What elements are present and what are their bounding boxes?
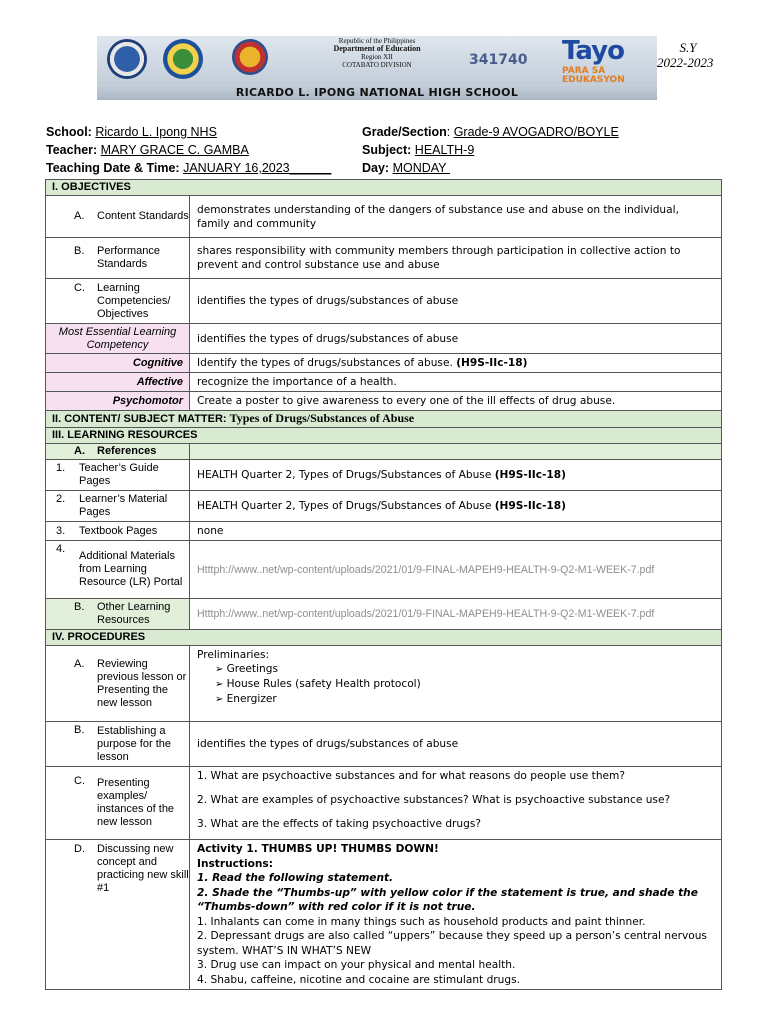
deped-seal-logo: [107, 39, 147, 79]
other-resources-row: B. Other Learning Resources Htttph://www..net/wp-content/uploads/2021/01/9-FINAL-MAPEH9-HEALTH-9-Q2-M1-WEEK-7.pdf: [46, 599, 722, 630]
deped-header-text: Republic of the Philippines Department of Education Region XII COTABATO DIVISION: [333, 37, 421, 69]
sy-year: 2022-2023: [657, 55, 714, 70]
learners-material-row: 2. Learner’s Material Pages HEALTH Quarter 2, Types of Drugs/Substances of Abuse (H9S-IIc-18): [46, 491, 722, 522]
tayo-logo: Tayo PARA SA EDUKASYON: [562, 36, 625, 85]
content-header-row: II. CONTENT/ SUBJECT MATTER: Types of Drugs/Substances of Abuse: [46, 411, 722, 428]
references-row: A. References: [46, 444, 722, 460]
list-item: ➢ Energizer: [215, 692, 714, 707]
school-id-number: 341740: [469, 52, 528, 68]
procedures-header-row: IV. PROCEDURES: [46, 630, 722, 646]
melc-row: Most Essential Learning Competency identifies the types of drugs/substances of abuse: [46, 324, 722, 354]
textbook-pages-row: 3. Textbook Pages none: [46, 522, 722, 541]
teacher-field: Teacher: MARY GRACE C. GAMBA: [46, 143, 249, 157]
list-item: ➢ Greetings: [215, 662, 714, 677]
lr-portal-link[interactable]: Htttph://www..net/wp-content/uploads/2021/01/9-FINAL-MAPEH9-HEALTH-9-Q2-M1-WEEK-7.pdf: [197, 563, 655, 576]
school-seal-logo: [232, 39, 268, 75]
school-field: School: Ricardo L. Ipong NHS: [46, 125, 217, 139]
lesson-plan-table: [45, 179, 722, 990]
list-item: ➢ House Rules (safety Health protocol): [215, 677, 714, 692]
preliminaries-list: [215, 662, 714, 707]
content-standards-row: A. Content Standards demonstrates understanding of the dangers of substance use and abuse on the individual, family and community: [46, 196, 722, 238]
cognitive-row: Cognitive Identify the types of drugs/substances of abuse. (H9S-IIc-18): [46, 354, 722, 373]
school-name-banner: RICARDO L. IPONG NATIONAL HIGH SCHOOL: [235, 86, 519, 99]
teaching-date-field: Teaching Date & Time: JANUARY 16,2023______: [46, 161, 332, 175]
sy-label: S.Y: [679, 40, 697, 55]
other-resource-link[interactable]: Htttph://www..net/wp-content/uploads/2021/01/9-FINAL-MAPEH9-HEALTH-9-Q2-M1-WEEK-7.pdf: [197, 608, 655, 620]
affective-row: Affective recognize the importance of a health.: [46, 373, 722, 392]
performance-standards-row: B. Performance Standards shares responsibility with community members through participation in collective action to prevent and control substance use and abuse: [46, 238, 722, 279]
procedure-b-row: B. Establishing a purpose for the lesson identifies the types of drugs/substances of abuse: [46, 722, 722, 767]
procedure-d-row: D. Discussing new concept and practicing new skill #1 Activity 1. THUMBS UP! THUMBS DOWN! Instructions: 1. Read the following statement. 2. Shade the “Thumbs-up” with yellow color if the statement is true, and shade the “Thumbs-down” with red color if it is not true. 1. Inhalants can come in many things such as household products and paint thinner. 2. Depressant drugs are also called “uppers” because they speed up a person’s central nervous system. WHAT’S IN WHAT’S NEW 3. Drug use can impact on your physical and mental health. 4. Shabu, caffeine, nicotine and cocaine are stimulant drugs.: [46, 840, 722, 990]
additional-materials-row: 4. Additional Materials from Learning Resource (LR) Portal Htttph://www..net/wp-content/uploads/2021/01/9-FINAL-MAPEH9-HEALTH-9-Q2-M1-WEEK-7.pdf: [46, 541, 722, 599]
teachers-guide-row: 1. Teacher’s Guide Pages HEALTH Quarter 2, Types of Drugs/Substances of Abuse (H9S-IIc-18): [46, 460, 722, 491]
resources-header-row: III. LEARNING RESOURCES: [46, 428, 722, 444]
procedure-a-row: A. Reviewing previous lesson or Presenting the new lesson Preliminaries: ➢ Greetings ➢ House Rules (safety Health protocol) ➢ Energizer: [46, 646, 722, 722]
subject-field: Subject: HEALTH-9: [362, 143, 475, 157]
division-seal-logo: [163, 39, 203, 79]
day-field: Day: MONDAY: [362, 161, 447, 175]
grade-section-field: Grade/Section: Grade-9 AVOGADRO/BOYLE: [362, 125, 619, 139]
psychomotor-row: Psychomotor Create a poster to give awareness to every one of the ill effects of drug abuse.: [46, 392, 722, 411]
objectives-header-row: I. OBJECTIVES: [46, 180, 722, 196]
learning-competencies-row: C. Learning Competencies/ Objectives identifies the types of drugs/substances of abuse: [46, 279, 722, 324]
procedure-c-row: C. Presenting examples/ instances of the new lesson 1. What are psychoactive substances and for what reasons do people use them? 2. What are examples of psychoactive substances? What is psychoactive substance use? 3. What are the effects of taking psychoactive drugs?: [46, 767, 722, 840]
